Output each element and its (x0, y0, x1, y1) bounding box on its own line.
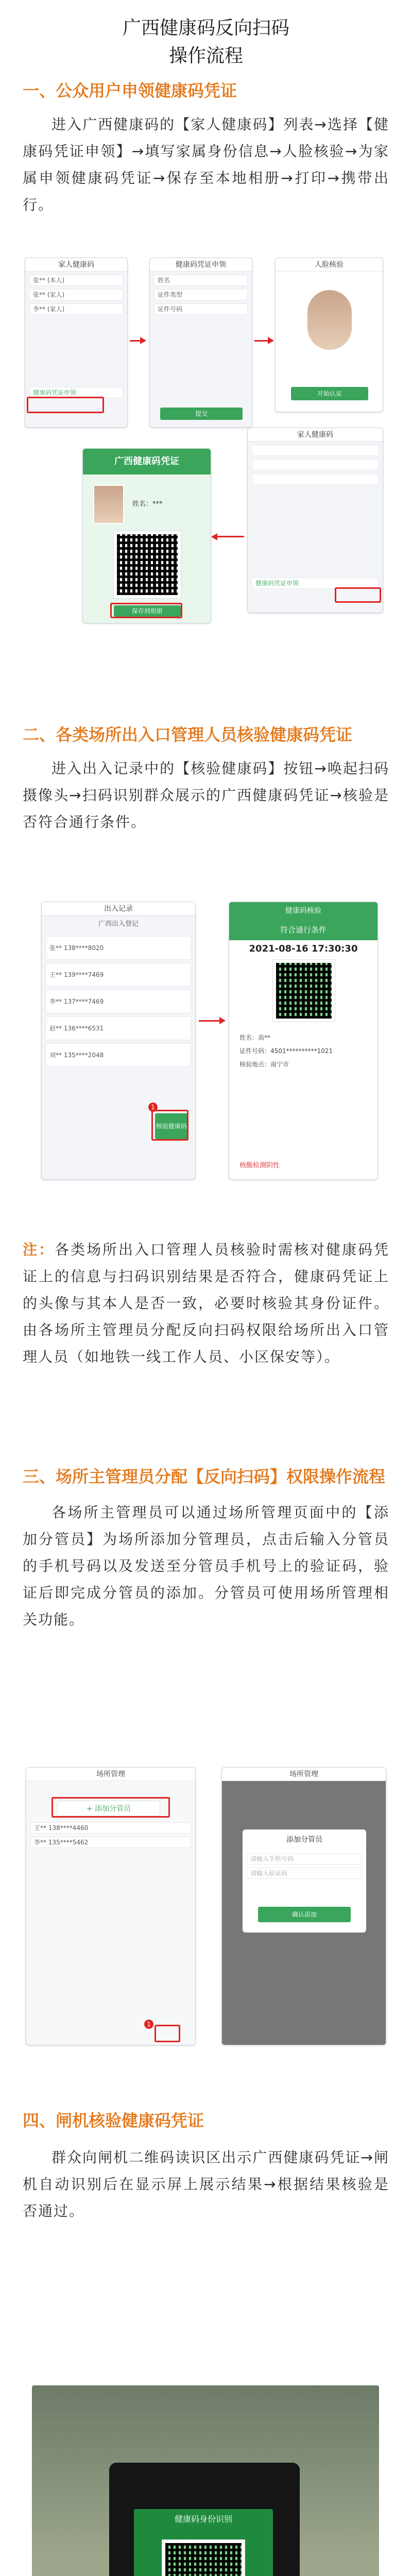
section-1-paragraph: 进入广西健康码的【家人健康码】列表→选择【健康码凭证申领】→填写家属身份信息→人脸核验→为家属申领健康码凭证→保存至本地相册→打印→携带出行。 (23, 116, 389, 213)
screen-family-codes-2 (247, 428, 383, 613)
face-photo (306, 289, 353, 351)
screen-add-sub-admin (221, 1767, 386, 2045)
list-item[interactable]: 李** (家人) (29, 303, 123, 315)
highlight-box (335, 587, 381, 603)
gate-device (109, 2463, 300, 2576)
arrow-icon (212, 536, 244, 537)
verify-details (239, 1031, 333, 1071)
step-badge: 1 (144, 2020, 153, 2029)
list-item[interactable]: 张** (家人) (29, 289, 123, 300)
add-sub-admin-button[interactable]: + 添加分管员 (57, 1801, 160, 1816)
section-1-screenshots (0, 247, 412, 634)
section-3 (0, 1463, 412, 1633)
detail-name: 姓名：高** (239, 1034, 271, 1041)
arrow-icon (130, 340, 145, 342)
phone-input[interactable]: 请输入手机号码 (247, 1853, 362, 1865)
qr-code (114, 531, 181, 598)
save-to-album-button[interactable]: 保存到相册 (114, 605, 181, 617)
arrow-icon (199, 1020, 225, 1022)
highlight-box (27, 397, 104, 413)
page-title (0, 0, 412, 70)
start-verify-button[interactable]: 开始认证 (291, 387, 368, 400)
section-2-screenshots (0, 896, 412, 1185)
highlight-box (154, 2025, 180, 2042)
note-label: 注： (23, 1241, 55, 1258)
form-field[interactable]: 证件号码 (154, 303, 248, 315)
list-item (252, 459, 379, 470)
section-1 (0, 77, 412, 218)
screen-title: 出入记录 (42, 902, 195, 916)
form-field[interactable]: 姓名 (154, 275, 248, 286)
list-item (252, 473, 379, 485)
step-badge: 1 (148, 1103, 158, 1112)
screen-apply-form (149, 258, 252, 428)
note-text (0, 1236, 412, 1370)
screen-header: 广西出入登记 (98, 920, 139, 928)
test-result: 核酸检测阴性 (239, 1162, 280, 1170)
apply-certificate-link[interactable]: 健康码凭证申领 (252, 578, 379, 589)
section-4 (0, 2107, 412, 2225)
section-3-heading: 三、场所主管理员分配【反向扫码】权限操作流程 (23, 1467, 386, 1486)
avatar (93, 485, 124, 524)
list-item (252, 445, 379, 456)
section-2-paragraph: 进入出入记录中的【核验健康码】按钮→唤起扫码摄像头→扫码识别群众展示的广西健康码凭证→核验是否符合通行条件。 (23, 760, 389, 831)
section-1-heading: 一、公众用户申领健康码凭证 (23, 81, 237, 100)
screen-health-certificate (82, 448, 211, 623)
screen-title: 家人健康码 (25, 258, 127, 272)
screen-title: 健康码凭证申领 (150, 258, 252, 272)
screen-title: 家人健康码 (248, 428, 383, 442)
confirm-add-button[interactable]: 确认添加 (258, 1907, 351, 1922)
verify-health-code-button[interactable]: 核验健康码 (155, 1113, 188, 1139)
submit-button[interactable]: 提交 (160, 408, 243, 420)
code-input[interactable]: 请输入验证码 (247, 1868, 362, 1879)
section-4-heading: 四、闸机核验健康码凭证 (23, 2111, 204, 2130)
detail-id: 证件号码：4501**********1021 (239, 1047, 333, 1055)
section-2 (0, 721, 412, 836)
list-item[interactable]: 张** (本人) (29, 275, 123, 286)
certificate-title: 广西健康码凭证 (83, 449, 211, 474)
table-row[interactable]: 李** 137****7469 (46, 990, 191, 1013)
apply-certificate-link[interactable]: 健康码凭证申领 (29, 387, 123, 398)
section-3-screenshots (0, 1762, 412, 2050)
qr-code (162, 2540, 245, 2576)
certificate-name: 姓名：*** (132, 500, 163, 508)
screen-title: 健康码核验 (229, 902, 377, 920)
title-line-2: 操作流程 (168, 45, 243, 66)
screen-title: 场所管理 (26, 1768, 195, 1781)
device-screen-title: 健康码身份识别 (174, 2514, 232, 2524)
highlight-box (151, 1110, 188, 1141)
table-row[interactable]: 王** 139****7469 (46, 963, 191, 987)
gate-machine-photo (32, 2385, 379, 2576)
form-field[interactable]: 证件类型 (154, 289, 248, 300)
qr-code (273, 960, 335, 1022)
section-4-paragraph: 群众向闸机二维码读识区出示广西健康码凭证→闸机自动识别后在显示屏上展示结果→根据结果核验是否通过。 (23, 2149, 389, 2219)
screen-title: 场所管理 (222, 1768, 386, 1781)
table-row[interactable]: 刘** 135****2048 (46, 1043, 191, 1067)
arrow-icon (254, 340, 273, 342)
add-dialog (243, 1829, 366, 1933)
verify-time: 2021-08-16 17:30:30 (249, 943, 358, 954)
table-row[interactable]: 张** 138****8020 (46, 936, 191, 960)
detail-location: 核验地点：南宁市 (239, 1061, 289, 1068)
section-2-heading: 二、各类场所出入口管理人员核验健康码凭证 (23, 725, 353, 744)
pass-status: 符合通行条件 (229, 920, 377, 940)
highlight-box (110, 603, 182, 618)
screen-face-verify (275, 258, 383, 412)
section-3-paragraph: 各场所主管理员可以通过场所管理页面中的【添加分管员】为场所添加分管理员，点击后输入分管员的手机号码以及发送至分管员手机号上的验证码，验证后即完成分管员的添加。分管员可使用场所管理相关功能。 (23, 1504, 389, 1628)
table-row: 李** 135****5462 (30, 1837, 191, 1848)
note-body: 各类场所出入口管理人员核验时需核对健康码凭证上的信息与扫码识别结果是否符合，健康码凭证上的头像与其本人是否一致，必要时核验其身份证件。由各场所主管理员分配反向扫码权限给场所出入口管理人员（如地铁一线工作人员、小区保安等）。 (23, 1241, 389, 1365)
highlight-box (52, 1797, 170, 1818)
device-screen (134, 2509, 273, 2576)
table-row[interactable]: 赵** 136****6531 (46, 1016, 191, 1040)
screen-verify-result (229, 902, 378, 1180)
title-line-1: 广西健康码反向扫码 (122, 18, 289, 39)
section-2-note (0, 1236, 412, 1370)
table-row: 王** 138****4460 (30, 1822, 191, 1834)
dialog-title: 添加分管员 (286, 1836, 322, 1844)
screen-title: 人脸核验 (276, 258, 383, 272)
